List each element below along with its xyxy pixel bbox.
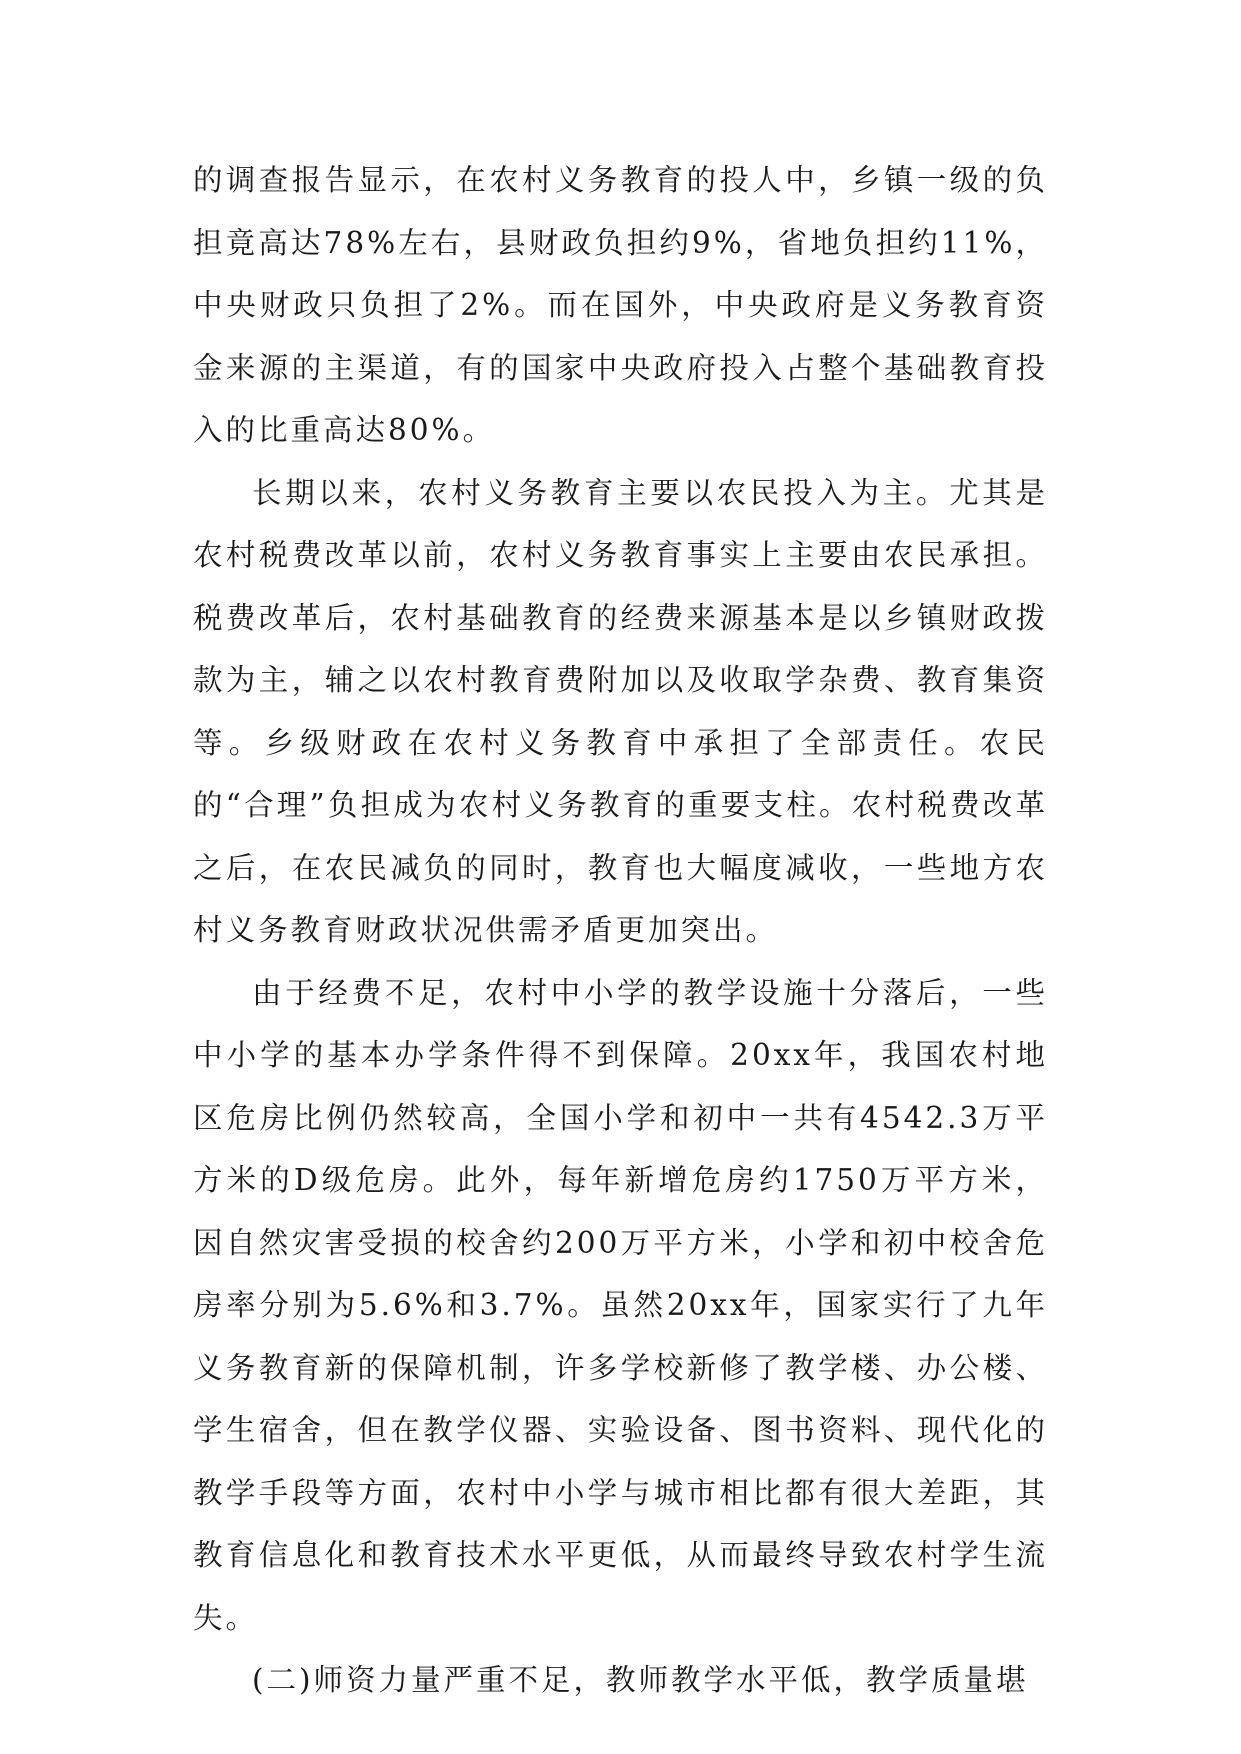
body-text (193, 149, 1048, 1712)
section-heading-teachers: (二)师资力量严重不足，教师教学水平低，教学质量堪 (252, 1663, 1029, 1697)
paragraph-funding-survey: 的调查报告显示，在农村义务教育的投人中，乡镇一级的负担竟高达78%左右，县财政负担约9%，省地负担约11%，中央财政只负担了2%。而在国外，中央政府是义务教育资金来源的主渠道，有的国家中央政府投入占整个基础教育投入的比重高达80%。 (193, 163, 1048, 447)
paragraph-farmer-burden: 长期以来，农村义务教育主要以农民投入为主。尤其是农村税费改革以前，农村义务教育事实上主要由农民承担。税费改革后，农村基础教育的经费来源基本是以乡镇财政拨款为主，辅之以农村教育费附加以及收取学杂费、教育集资等。乡级财政在农村义务教育中承担了全部责任。农民的“合理”负担成为农村义务教育的重要支柱。农村税费改革之后，在农民减负的同时，教育也大幅度减收，一些地方农村义务教育财政状况供需矛盾更加突出。 (193, 475, 1048, 947)
paragraph-facilities: 由于经费不足，农村中小学的教学设施十分落后，一些中小学的基本办学条件得不到保障。20xx年，我国农村地区危房比例仍然较高，全国小学和初中一共有4542.3万平方米的D级危房。此外，每年新增危房约1750万平方米，因自然灾害受损的校舍约200万平方米，小学和初中校舍危房率分别为5.6%和3.7%。虽然20xx年，国家实行了九年义务教育新的保障机制，许多学校新修了教学楼、办公楼、学生宿舍，但在教学仪器、实验设备、图书资料、现代化的教学手段等方面，农村中小学与城市相比都有很大差距，其教育信息化和教育技术水平更低，从而最终导致农村学生流失。 (193, 975, 1048, 1635)
